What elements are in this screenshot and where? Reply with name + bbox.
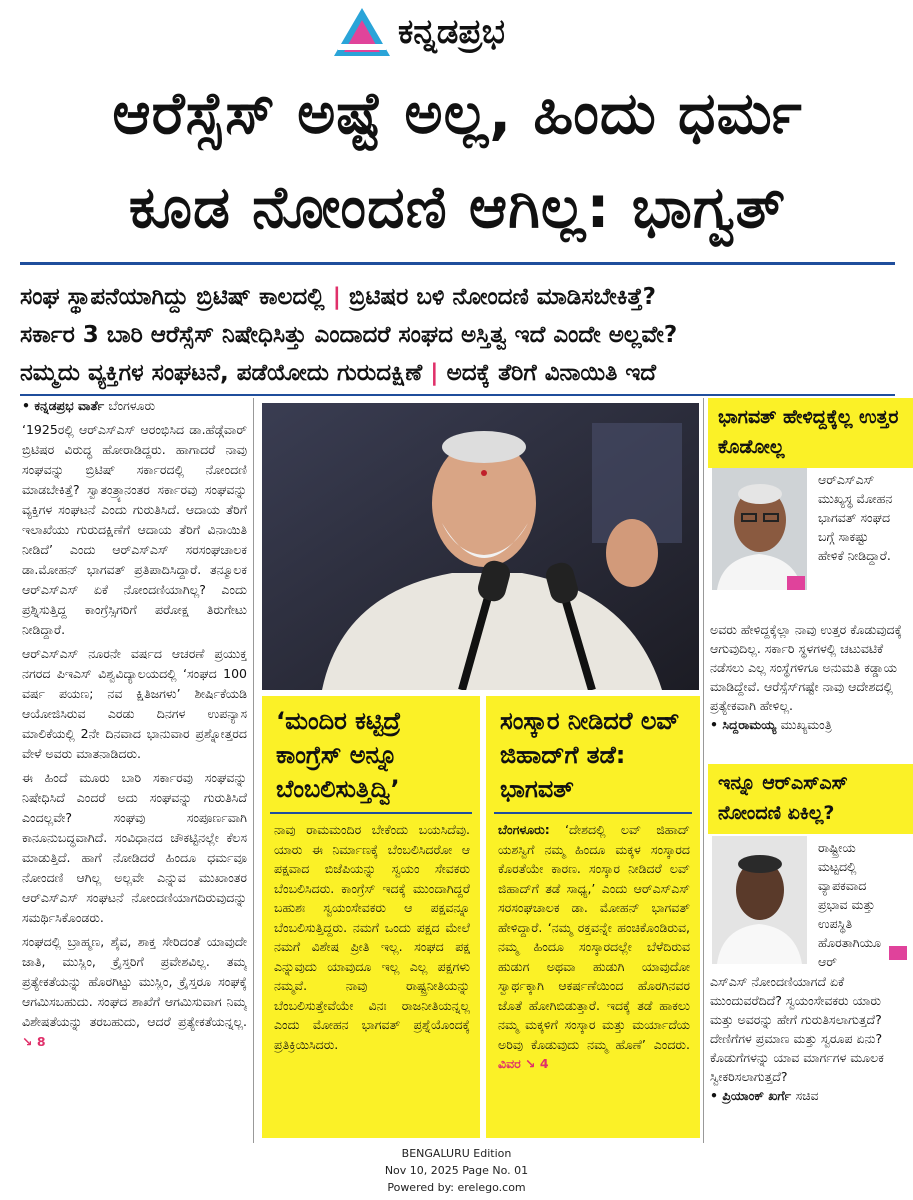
attribution-name: • ಸಿದ್ದರಾಮಯ್ಯ <box>710 717 777 732</box>
masthead <box>0 0 913 62</box>
story-paragraph <box>22 932 247 1052</box>
box-headline: ‘ಮಂದಿರ ಕಟ್ಟಿದ್ರೆ ಕಾಂಗ್ರೆಸ್ ಅನ್ನೂ ಬೆಂಬಲಿಸುತ್ತಿದ್ವಿ’ <box>276 707 401 803</box>
byline-source: ಕನ್ನಡಪ್ರಭ ವಾರ್ತೆ <box>34 398 105 413</box>
attribution <box>710 717 832 732</box>
deck-line-3 <box>20 356 900 390</box>
story-paragraph: ‘1925ರಲ್ಲಿ ಆರ್‌ಎಸ್‌ಎಸ್ ಆರಂಭಿಸಿದ ಡಾ.ಹೆಡ್ಗೆವಾರ್ ಬ್ರಿಟಿಷರ ವಿರುದ್ಧ ಹೋರಾಡಿದ್ದರು. ಹಾಗಾದರೆ ನಾವು ಸಂಘವನ್ನು ಬ್ರಿಟಿಷ್ ಸರ್ಕಾರದಲ್ಲಿ ನೋಂದಣಿ ಮಾಡಬೇಕಿತ್ತೆ? ಸ್ವಾತಂತ್ರ್ಯಾನಂತರ ಸರ್ಕಾರವು ಸಂಘವನ್ನು ವ್ಯಕ್ತಿಗಳ ಸಂಘಟನೆ ಎಂದು ಗುರುತಿಸಿದೆ. ಆದಾಯ ತೆರಿಗೆ ಇಲಾಖೆಯು ಗುರುದಕ್ಷಿಣೆಗೆ ಆದಾಯ ತೆರಿಗೆ ವಿನಾಯಿತಿ ನೀಡಿದೆ’ ಎಂದು ಆರ್‌ಎಸ್‌ಎಸ್ ಸರಸಂಘಚಾಲಕ ಡಾ.ಮೋಹನ್ ಭಾಗವತ್ ಪ್ರತಿಪಾದಿಸಿದ್ದಾರೆ. ತನ್ಮೂಲಕ ಆರ್‌ಎಸ್‌ಎಸ್ ಏಕೆ ನೋಂದಣಿಯಾಗಿಲ್ಲ? ಎಂದು ಪ್ರಶ್ನಿಸುತ್ತಿದ್ದ ಕಾಂಗ್ರೆಸ್ಸಿಗರಿಗೆ ಪರೋಕ್ಷ ತಿರುಗೇಟು ನೀಡಿದ್ದಾರೆ. <box>22 422 247 637</box>
bullet-icon: • <box>22 398 35 413</box>
column-divider <box>253 398 254 1143</box>
story-paragraph: ಈ ಹಿಂದೆ ಮೂರು ಬಾರಿ ಸರ್ಕಾರವು ಸಂಘವನ್ನು ನಿಷೇಧಿಸಿದೆ ಎಂದರೆ ಅದು ಸಂಘವನ್ನು ಗುರುತಿಸಿದೆ ಎಂದಲ್ಲವೇ? ಸಂಘವು ಸಂಪೂರ್ಣವಾಗಿ ಕಾನೂನುಬದ್ಧವಾಗಿದೆ. ಸಂವಿಧಾನದ ಚೌಕಟ್ಟಿನಲ್ಲೇ ಕೆಲಸ ಮಾಡುತ್ತಿದೆ. ಹಾಗೆ ನೋಡಿದರೆ ಹಿಂದೂ ಧರ್ಮವೂ ನೋಂದಣಿ ಆಗಿಲ್ಲ ಅಲ್ಲವೇ ಎನ್ನುವ ಮುಖಾಂತರ ಆರ್‌ಎಸ್‌ಎಸ್ ಸಂಘಟನೆ ನೋಂದಣಿಯಾಗದಿರುವುದನ್ನು ಸಮರ್ಥಿಸಿಕೊಂಡರು. <box>22 770 247 925</box>
sidebar-box-love-jihad <box>486 696 700 1138</box>
speech-bubble-icon <box>787 576 805 590</box>
sidebar-box-mandir <box>262 696 480 1138</box>
deck-line-1 <box>20 280 900 314</box>
logo-icon <box>332 6 392 58</box>
deck-line-2: ಸರ್ಕಾರ 3 ಬಾರಿ ಆರೆಸ್ಸೆಸ್ ನಿಷೇಧಿಸಿತ್ತು ಎಂದಾದರೆ ಸಂಘದ ಅಸ್ತಿತ್ವ ಇದೆ ಎಂದೇ ಅಲ್ಲವೇ? <box>20 322 678 348</box>
portrait-photo <box>712 836 807 964</box>
story-paragraph: ಆರ್‌ಎಸ್‌ಎಸ್ ನೂರನೇ ವರ್ಷದ ಆಚರಣೆ ಪ್ರಯುಕ್ತ ನಗರದ ಪಿಇಎಸ್ ವಿಶ್ವವಿದ್ಯಾಲಯದಲ್ಲಿ ‘ಸಂಘದ 100 ವರ್ಷ ಪಯಣ; ನವ ಕ್ಷಿತಿಜಗಳು’ ಶೀರ್ಷಿಕೆಯಡಿ ಆಯೋಜಿಸಿರುವ ಎರಡು ದಿನಗಳ ಉಪನ್ಯಾಸ ಮಾಲಿಕೆಯಲ್ಲಿ 2ನೇ ದಿನವಾದ ಭಾನುವಾರ ಪ್ರಶ್ನೋತ್ತರದ ವೇಳೆ ಅವರು ಮಾತನಾಡಿದರು. <box>22 646 247 761</box>
headline-line-1: ಆರೆಸ್ಸೆಸ್ ಅಷ್ಟೆ ಅಲ್ಲ, ಹಿಂದು ಧರ್ಮ <box>112 79 803 147</box>
story-paragraph-text: ಸಂಘದಲ್ಲಿ ಬ್ರಾಹ್ಮಣ, ಶೈವ, ಶಾಕ್ತ ಸೇರಿದಂತೆ ಯಾವುದೇ ಜಾತಿ, ಮುಸ್ಲಿಂ, ಕ್ರೈಸ್ತರಿಗೆ ಪ್ರವೇಶವಿಲ್ಲ. ತಮ್ಮ ಪ್ರತ್ಯೇಕತೆಯನ್ನು ಹೊರಗಿಟ್ಟು ಮುಸ್ಲಿಂ, ಕ್ರೈಸ್ತರೂ ಸಂಘಕ್ಕೆ ಆಗಮಿಸಬಹುದು. ಸಂಘದ ಶಾಖೆಗೆ ಆಗಮಿಸುವಾಗ ನಿಮ್ಮ ವಿಶೇಷತೆಯನ್ನು ತರಬಹುದು, ಆದರೆ ಪ್ರತ್ಯೇಕತೆಯನ್ನಲ್ಲ. <box>22 934 247 1029</box>
box-body: ನಾವು ರಾಮಮಂದಿರ ಬೇಕೆಂದು ಬಯಸಿದೆವು. ಯಾರು ಈ ನಿರ್ಮಾಣಕ್ಕೆ ಬೆಂಬಲಿಸಿದರೋ ಆ ಪಕ್ಷವಾದ ಬಿಜೆಪಿಯನ್ನು ಸ್ವಯಂ ಸೇವಕರು ಬೆಂಬಲಿಸಿದರು. ಕಾಂಗ್ರೆಸ್ ಇದಕ್ಕೆ ಮುಂದಾಗಿದ್ದರೆ ಬಹುಶಃ ಸ್ವಯಂಸೇವಕರು ಆ ಪಕ್ಷವನ್ನೂ ಬೆಂಬಲಿಸುತ್ತಿದ್ದರು. ನಮಗೆ ಒಂದು ಪಕ್ಷದ ಮೇಲೆ ನಮಗೆ ವಿಶೇಷ ಪ್ರೀತಿ ಇಲ್ಲ. ಸಂಘದ ಪಕ್ಷ ಎನ್ನುವುದು ಯಾವುದೂ ಇಲ್ಲ ಎಲ್ಲ ಪಕ್ಷಗಳು ನಮ್ಮವೆ. ನಾವು ರಾಷ್ಟ್ರನೀತಿಯನ್ನು ಬೆಂಬಲಿಸುತ್ತೇವೆಯೇ ವಿನಃ ರಾಜನೀತಿಯನ್ನಲ್ಲ ಎಂದು ಮೋಹನ ಭಾಗವತ್ ಪ್ರಶ್ನೆಯೊಂದಕ್ಕೆ ಪ್ರತಿಕ್ರಿಯಿಸಿದರು. <box>274 822 470 1052</box>
deck-1b: ಬ್ರಿಟಿಷರ ಬಳಿ ನೋಂದಣಿ ಮಾಡಿಸಬೇಕಿತ್ತೆ? <box>349 284 656 310</box>
main-photo <box>262 403 699 690</box>
sidebar-intro: ರಾಷ್ಟ್ರೀಯ ಮಟ್ಟದಲ್ಲಿ ವ್ಯಾಪಕವಾದ ಪ್ರಭಾವ ಮತ್ತು ಉಪಸ್ಥಿತಿ ಹೊರತಾಗಿಯೂ ಆರ್‌ <box>818 840 881 969</box>
powered-by-label: Powered by: erelego.com <box>387 1181 526 1194</box>
deck-3b: ಅದಕ್ಕೆ ತೆರಿಗೆ ವಿನಾಯಿತಿ ಇದೆ <box>446 360 657 386</box>
headline-line-2: ಕೂಡ ನೋಂದಣಿ ಆಗಿಲ್ಲ: ಭಾಗ್ವತ್ <box>128 173 787 241</box>
sidebar-body-text: ಎಸ್‌ಎಸ್ ನೋಂದಣಿಯಾಗದೆ ಏಕೆ ಮುಂದುವರೆದಿದೆ? ಸ್ವಯಂಸೇವಕರು ಯಾರು ಮತ್ತು ಅವರನ್ನು ಹೇಗೆ ಗುರುತಿಸಲಾಗುತ್ತದೆ? ದೇಣಿಗೆಗಳ ಪ್ರಮಾಣ ಮತ್ತು ಸ್ವರೂಪ ಏನು? ಕೊಡುಗೆಗಳನ್ನು ಯಾವ ಮಾರ್ಗಗಳ ಮೂಲಕ ಸ್ವೀಕರಿಸಲಾಗುತ್ತದೆ? <box>710 974 884 1084</box>
continued-page-link[interactable]: ↘ 8 <box>22 1034 46 1049</box>
edition-label: BENGALURU Edition <box>401 1147 512 1160</box>
continued-page-link[interactable]: ವಿವರ ↘ 4 <box>498 1056 549 1071</box>
sidebar-headline-cm: ಭಾಗವತ್ ಹೇಳಿದ್ದಕ್ಕೆಲ್ಲ ಉತ್ತರ ಕೊಡೋಲ್ಲ <box>708 398 913 468</box>
deck-1a: ಸಂಘ ಸ್ಥಾಪನೆಯಾಗಿದ್ದು ಬ್ರಿಟಿಷ್ ಕಾಲದಲ್ಲಿ <box>20 284 325 310</box>
box-dateline: ಬೆಂಗಳೂರು: <box>498 822 550 837</box>
portrait-photo <box>712 468 807 590</box>
deck-separator: | <box>332 284 342 310</box>
deck-3a: ನಮ್ಮದು ವ್ಯಕ್ತಿಗಳ ಸಂಘಟನೆ, ಪಡೆಯೋದು ಗುರುದಕ್ಷಿಣೆ <box>20 360 423 386</box>
attribution-role: ಸಚಿವ <box>795 1088 819 1103</box>
sidebar-body <box>710 972 902 1105</box>
box-body <box>486 814 700 1074</box>
page-footer <box>0 1145 913 1196</box>
attribution-name: • ಪ್ರಿಯಾಂಕ್ ಖರ್ಗೆ <box>710 1088 792 1103</box>
logo-text: ಕನ್ನಡಪ್ರಭ <box>398 12 505 52</box>
deck-separator: | <box>430 360 439 386</box>
headline-rule <box>20 262 895 265</box>
main-story <box>22 398 247 1143</box>
attribution <box>710 1088 819 1103</box>
byline-city: ಬೆಂಗಳೂರು <box>108 398 156 413</box>
deck-rule <box>20 394 895 396</box>
byline <box>22 398 247 414</box>
box-body-text: ‘ದೇಶದಲ್ಲಿ ಲವ್ ಜಿಹಾದ್ ಯಶಸ್ವಿಗೆ ನಮ್ಮ ಹಿಂದೂ ಮಕ್ಕಳ ಸಂಸ್ಕಾರದ ಕೊರತೆಯೇ ಕಾರಣ. ಸಂಸ್ಕಾರ ನೀಡಿದರೆ ಲವ್ ಜಿಹಾದ್‌ಗೆ ತಡೆ ಸಾಧ್ಯ,’ ಎಂದು ಆರ್‌ಎಸ್‌ಎಸ್ ಸರಸಂಘಚಾಲಕ ಡಾ. ಮೋಹನ್ ಭಾಗವತ್ ಹೇಳಿದ್ದಾರೆ. ‘ನಮ್ಮ ರಕ್ತವನ್ನೇ ಹಂಚಿಕೊಂಡಿರುವ, ನಮ್ಮ ಹಿಂದೂ ಸಂಸ್ಕಾರದಲ್ಲೇ ಬೆಳೆದಿರುವ ಹುಡುಗ ಅಥವಾ ಹುಡುಗಿ ಯಾವುದೋ ಸ್ವಾರ್ಥಕ್ಕಾಗಿ ಆಕರ್ಷಣೆಯಿಂದ ಹೊರಗಿನವರ ಜೊತೆ ಹೋಗಿಬಿಡುತ್ತಾರೆ. ಇದಕ್ಕೆ ತಡೆ ಹಾಕಲು ನಮ್ಮ ಮಕ್ಕಳಿಗೆ ಸಂಸ್ಕಾರ ಮತ್ತು ಮರ್ಯಾದೆಯ ಅರಿವು ಕೊಡುವುದು ನಮ್ಮ ಹೊಣೆ’ ಎಂದರು. <box>498 822 690 1052</box>
sidebar-body-text: ಅವರು ಹೇಳಿದ್ದಕ್ಕೆಲ್ಲಾ ನಾವು ಉತ್ತರ ಕೊಡುವುದಕ್ಕೆ ಆಗುವುದಿಲ್ಲ. ಸರ್ಕಾರಿ ಸ್ಥಳಗಳಲ್ಲಿ ಚಟುವಟಿಕೆ ನಡೆಸಲು ಎಲ್ಲ ಸಂಸ್ಥೆಗಳಿಗೂ ಅನುಮತಿ ಕಡ್ಡಾಯ ಮಾಡಿದ್ದೇವೆ. ಆರೆಸ್ಸೆಸ್‌ಗಷ್ಟೇ ನಾವು ಆದೇಶದಲ್ಲಿ ಪ್ರತ್ಯೇಕವಾಗಿ ಹೇಳಿಲ್ಲ. <box>710 622 902 713</box>
sidebar-body <box>710 620 902 734</box>
date-page-label: Nov 10, 2025 Page No. 01 <box>384 1164 529 1177</box>
box-headline: ಸಂಸ್ಕಾರ ನೀಡಿದರೆ ಲವ್ ಜಿಹಾದ್‌ಗೆ ತಡೆ: ಭಾಗವತ್ <box>500 707 680 803</box>
sidebar-headline-minister: ಇನ್ನೂ ಆರ್‌ಎಸ್‌ಎಸ್ ನೋಂದಣಿ ಏಕಿಲ್ಲ? <box>708 764 913 834</box>
attribution-role: ಮುಖ್ಯಮಂತ್ರಿ <box>780 717 832 732</box>
column-divider <box>703 398 704 1143</box>
sidebar-intro: ಆರ್‌ಎಸ್‌ಎಸ್ ಮುಖ್ಯಸ್ಥ ಮೋಹನ ಭಾಗವತ್ ಸಂಘದ ಬಗ್ಗೆ ಸಾಕಷ್ಟು ಹೇಳಿಕೆ ನೀಡಿದ್ದಾರೆ. <box>818 472 893 563</box>
